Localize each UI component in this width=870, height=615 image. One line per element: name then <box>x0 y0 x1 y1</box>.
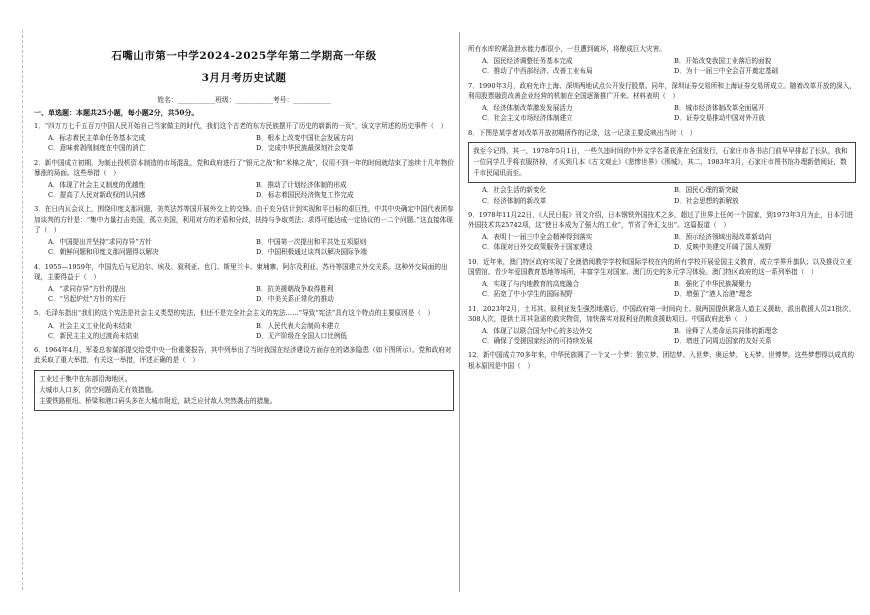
right-column <box>468 44 856 373</box>
question-options <box>34 180 454 200</box>
left-column <box>34 40 454 413</box>
report-box <box>34 370 454 412</box>
question-list-left <box>34 121 454 366</box>
option-choice: C．拓宽了中小学生的国际视野 <box>482 290 573 299</box>
option-choice: B．预示经济领域出现改革新动向 <box>674 233 772 242</box>
question-8-options <box>468 185 856 205</box>
question-options <box>34 321 454 341</box>
option-choice: B．诠释了人类命运共同体的新理念 <box>674 326 778 335</box>
option-choice: A．体现了社会主义制度的优越性 <box>48 181 146 189</box>
option-choice: D．社会思想的新解放 <box>674 196 739 205</box>
option-choice: D．证券交易推动中国对外开放 <box>674 114 766 123</box>
question-options <box>468 232 856 252</box>
question-stem: 6．1964年4月，军委总参谋部提交给党中央一份重要报告，其中列举出了当时我国在经济建设方面存在的诸多隐患（如下图所示）。党和政府对此采取了重大举措，有关这一举措，评述正确的是（ ） <box>34 346 452 365</box>
option-choice: A．社会主义工业化尚未结束 <box>48 321 132 330</box>
option-choice: C．确保了受援国家经济的可持续发展 <box>482 337 593 346</box>
option-choice: D．无产阶级在全国人口比例低 <box>256 331 348 340</box>
option-choice: A．标志着民主革命任务基本完成 <box>48 134 146 143</box>
question-stem: 11．2023年2月，土耳其、叙利亚发生强烈地震后，中国政府第一时间向土、叙两国提供紧急人道主义援助，派出救援人员21批次、308人次，提供土耳其急需的救灾物资，加快落实对叙利亚的粮食援助项目。中国政府此举（ ） <box>468 304 856 323</box>
memoir-box: 我至今记得，其一，1978年5月1日，一些久违时间的中外文学名著获准在全国发行，石家庄市各书店门前早早排起了长队，我和一位同学几乎将衣服挤掉，才买到几本《古文观止》《悲惨世界》《围城》，其二，1983年3月，石家庄市图书馆办理新借阅证，数千市民闻讯而至。 <box>468 142 856 184</box>
option-choice: A．体现了以联合国为中心的多边外交 <box>482 326 593 335</box>
option-choice: D．增进了同周边国家的友好关系 <box>674 337 772 346</box>
option-choice: C．朝鲜问题和印度支那问题得以解决 <box>48 248 159 257</box>
question-options <box>34 133 454 153</box>
option-choice: B．城市经济体制改革全面展开 <box>674 104 765 113</box>
report-line: 大城市人口多，防空问题尚无有效措施。 <box>39 385 158 394</box>
option-choice: B．根本上改变中国社会发展方向 <box>256 134 354 143</box>
question-stem: 3．在日内瓦会议上，围绕印度支那问题，美英法苏等国开展外交上的交锋。由于充分估计到实现和平目标的艰巨性，中共中央确定中国代表团参加谈判的方针是：“集中力量打击美国，孤立美国，利用对方的矛盾和分歧，扶持与争取英法；求得可能达成一定协议的一二个问题。”这直接体现了（ ） <box>34 205 454 234</box>
question-stem: 10．近年来，澳门特区政府实现了全澳借阅教学学校和国际学校在内的所有学校开展爱国主义教育，成立学界升旗队；以及推设立亚国情馆、青少年爱国教育基地等场所，丰富学生对国家、澳门历史的多元学习体验。澳门特区政府的这一系列举措（ ） <box>468 257 853 276</box>
option-choice: C．推动了中西部经济、改善工业布局 <box>482 67 593 76</box>
option-choice: A．实现了与内地教育的高度融合 <box>482 280 580 289</box>
option-choice: A．中国提出并坚持“求同存异”方针 <box>48 238 152 247</box>
option-choice: C．社会主义市场经济体制建立 <box>482 114 573 123</box>
option-choice: C．体现对日外交政策服务于国家建设 <box>482 243 593 252</box>
option-choice: B．抗美援朝战争取得胜利 <box>256 284 334 293</box>
option-choice: D．中国积极通过谈判以解决国际争端 <box>256 248 367 257</box>
question-stem: 2．新中国成立初期，为制止投机资本制造的市场混乱，党和政府进行了“银元之战”和“米棉之战”，仅用不到一年的时间就结束了连续十几年物价暴涨的局面。这些举措（ ） <box>34 158 454 177</box>
option-choice: C．经济体制的新改革 <box>482 196 547 205</box>
question-stem: 1．“四万万七千五百万中国人民开始自己当家做主的时代，我们这个古老的东方民族摆开了历史的崭新的一页”，该文字所述的历史事件（ ） <box>34 121 448 130</box>
option-choice: B．国民心理的新突破 <box>674 186 739 195</box>
question-6-options <box>468 56 856 76</box>
option-choice: C．提高了人民对新政权的认同感 <box>48 191 146 200</box>
option-choice: A．社会生活的新变化 <box>482 186 547 195</box>
option-choice: C．意味着剥削制度在中国的消亡 <box>48 144 146 153</box>
option-choice: C．新民主主义的过渡尚未结束 <box>48 331 139 340</box>
option-choice: A．“求同存异”方针的提出 <box>48 284 126 293</box>
exam-title: 石嘴山市第一中学2024-2025学年第二学期高一年级 <box>111 50 377 62</box>
option-choice: B．中国第一次提出和平共处五项原则 <box>256 238 367 247</box>
question-options <box>34 237 454 257</box>
option-choice: D．反映中美建交开阔了国人视野 <box>674 243 772 252</box>
option-choice: A．国民经济调整任务基本完成 <box>482 57 573 66</box>
question-options <box>468 326 856 346</box>
section-heading: 一、单选题：本题共25小题，每小题2分，共50分。 <box>34 108 199 118</box>
question-list-right <box>468 81 856 138</box>
option-choice: A．经济体制改革激发发展活力 <box>482 104 573 113</box>
option-choice: D．完成中华民族最深刻社会变革 <box>256 144 354 153</box>
option-choice: B．开始改变我国工业落后的面貌 <box>674 57 772 66</box>
option-choice: D．增强了“港人治港”理念 <box>674 290 752 299</box>
question-options <box>468 279 856 299</box>
question-stem: 7．1990年3月，政府允许上海、深圳两地试点公开发行股票。同年，深圳证券交易所和上海证券交易所成立。随着改革开放的深入，利用股票融资改善企业经营的机制在全国逐渐推广开来。材料表明（ ） <box>468 81 856 100</box>
binding-line <box>22 30 23 590</box>
question-list-right-2 <box>468 210 856 371</box>
student-info-line: 姓名：___________班级：___________考号：___________ <box>157 95 331 104</box>
question-continued: 所有水库的紧急泄水能力都很小，一旦遭到破坏，将酿成巨大灾害。 <box>468 45 666 53</box>
option-choice: D．中美关系正常化的推动 <box>256 295 334 304</box>
option-choice: B．强化了中华民族凝聚力 <box>674 280 752 289</box>
report-line: 工业过于集中在东部沿海地区。 <box>39 374 132 383</box>
option-choice: D．为十一届三中全会召开奠定基础 <box>674 67 779 76</box>
option-choice: C．“另起炉灶”方针的实行 <box>48 295 126 304</box>
option-choice: B．人民代表大会制尚未建立 <box>256 321 340 330</box>
exam-subtitle: 3月月考历史试题 <box>201 72 287 85</box>
question-options <box>34 284 454 304</box>
option-choice: A．表明十一届三中全会精神得到落实 <box>482 233 593 242</box>
question-stem: 9．1978年11月22日，《人民日报》刊文介绍，日本钢铁外国技术之多，超过了世界上任何一个国家，到1973年3月为止，日本引进外国技术共25742项，这“使日本成为了强大的工业”，节省了外汇支出”。这篇报道（ ） <box>468 210 854 230</box>
question-options <box>468 103 856 123</box>
column-divider <box>459 32 460 592</box>
option-choice: B．推动了计划经济体制的形成 <box>256 181 347 189</box>
question-stem: 8．下图是某学者对改革开放初期所作的记录，这一记录主要反映出当时（ ） <box>468 128 697 137</box>
option-choice: D．标志着国民经济恢复工作完成 <box>256 191 354 200</box>
report-line: 主要铁路枢纽、桥梁和港口码头多在大城市附近，缺乏应付敌人突然袭击的措施。 <box>39 396 277 405</box>
question-stem: 5．毛泽东指出“我们的这个宪法是社会主义类型的宪法，但还不是完全社会主义的宪法……”导致“宪法”具有这个特点的主要原因是（ ） <box>34 309 435 318</box>
question-stem: 12．新中国成立70多年来，中华民族圆了一个又一个梦：独立梦、团结梦、入世梦、奥运梦、飞天梦、世博梦。这些梦想得以成真的根本原因是中国（ ） <box>468 351 855 370</box>
question-stem: 4．1955—1959年，中国先后与尼泊尔、埃及、叙利亚、也门、斯里兰卡、柬埔寨、阿尔及利亚、苏丹等国建立外交关系。这种外交局面的出现，主要得益于（ ） <box>34 262 448 281</box>
